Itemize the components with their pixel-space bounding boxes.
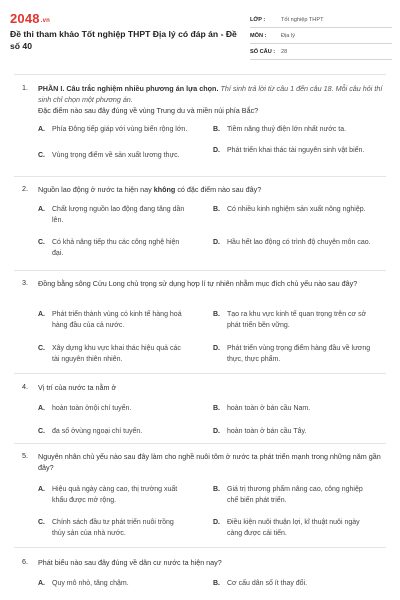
- option-text: Chất lượng nguồn lao động đang tăng dần lên.: [52, 206, 185, 224]
- option-c[interactable]: [38, 518, 188, 539]
- option-letter: B.: [213, 206, 220, 213]
- meta-label: SỐ CÂU :: [250, 48, 276, 55]
- option-a[interactable]: [38, 404, 188, 415]
- option-text: Phát triển khai thác tài nguyên sinh vật biển.: [227, 147, 365, 154]
- option-text: Chính sách đầu tư phát triển nuôi trồng thủy sản của nhà nước.: [52, 519, 174, 537]
- option-letter: A.: [38, 206, 45, 213]
- option-b[interactable]: [213, 404, 373, 415]
- option-text: Hiệu quả ngày càng cao, thị trường xuất khẩu được mở rộng.: [52, 486, 178, 504]
- option-text: hoàn toàn ở bán cầu Nam.: [227, 405, 311, 412]
- option-text: Có nhiều kinh nghiệm sản xuất nông nghiệp.: [227, 206, 366, 213]
- meta-row-class: [250, 12, 392, 28]
- question-stem: Đồng bằng sông Cửu Long chủ trọng sử dụng hợp lí tự nhiên nhằm mục đích chủ yếu nào sau đây?: [38, 279, 358, 288]
- option-b[interactable]: [213, 579, 373, 590]
- option-d[interactable]: [213, 518, 373, 539]
- option-letter: D.: [213, 239, 220, 246]
- option-text: đa số ởvùng ngoại chí tuyến.: [52, 428, 143, 435]
- divider: [14, 373, 386, 374]
- option-letter: C.: [38, 345, 45, 352]
- question-number: 4.: [22, 382, 28, 391]
- option-letter: A.: [38, 580, 45, 587]
- option-a[interactable]: [38, 205, 188, 226]
- option-letter: C.: [38, 239, 45, 246]
- option-letter: A.: [38, 311, 45, 318]
- option-a[interactable]: [38, 310, 188, 331]
- option-text: Cơ cấu dân số ít thay đổi.: [227, 580, 308, 587]
- option-a[interactable]: [38, 579, 188, 590]
- question-stem-start: Nguồn lao động ở nước ta hiện nay: [38, 185, 152, 194]
- option-letter: D.: [213, 147, 220, 154]
- option-letter: D.: [213, 519, 220, 526]
- option-d[interactable]: [213, 146, 373, 157]
- option-text: Giá trị thương phẩm nâng cao, công nghiệp chế biến phát triển.: [227, 486, 363, 504]
- option-letter: D.: [213, 345, 220, 352]
- option-letter: A.: [38, 486, 45, 493]
- question-stem: Nguyên nhân chủ yếu nào sau đây làm cho nghề nuôi tôm ở nước ta phát triển mạnh trong những năm gần đây?: [38, 452, 381, 472]
- option-letter: A.: [38, 405, 45, 412]
- part-instruction: Thí sinh trả lời từ câu 1 đến câu 18. Mỗi câu hỏi thí sinh chỉ chọn một phương án.: [38, 84, 383, 104]
- meta-row-subject: [250, 28, 392, 44]
- option-text: Tiềm năng thuỷ điện lớn nhất nước ta.: [227, 126, 347, 133]
- meta-value: 28: [281, 48, 288, 55]
- option-text: hoàn toàn ở bán cầu Tây.: [227, 428, 307, 435]
- option-b[interactable]: [213, 310, 373, 331]
- question-stem: Phát biểu nào sau đây đúng về dân cư nước ta hiện nay?: [38, 558, 222, 567]
- option-c[interactable]: [38, 151, 188, 162]
- question-keyword: không: [153, 185, 176, 194]
- page-title: Đề thi tham khảo Tốt nghiệp THPT Địa lý có đáp án - Đề số 40: [10, 29, 237, 51]
- meta-value: Tốt nghiệp THPT: [281, 16, 324, 23]
- meta-label: LỚP :: [250, 16, 266, 23]
- header: [0, 0, 400, 64]
- option-letter: A.: [38, 126, 45, 133]
- option-b[interactable]: [213, 205, 373, 216]
- logo-tld: .vn: [40, 18, 51, 24]
- meta-row-count: [250, 44, 392, 60]
- question-text: [38, 184, 386, 195]
- option-letter: B.: [213, 580, 220, 587]
- option-letter: D.: [213, 428, 220, 435]
- option-letter: C.: [38, 152, 45, 159]
- option-text: Điều kiện nuôi thuận lợi, kĩ thuật nuôi ngày càng được cải tiến.: [227, 519, 360, 537]
- option-c[interactable]: [38, 238, 188, 259]
- meta-value: Địa lý: [281, 32, 295, 39]
- exam-meta: [250, 12, 392, 60]
- question-stem-end: có đặc điểm nào sau đây?: [177, 185, 262, 194]
- option-b[interactable]: [213, 125, 373, 136]
- option-letter: C.: [38, 428, 45, 435]
- question-number: 2.: [22, 184, 28, 193]
- divider: [14, 443, 386, 444]
- divider: [14, 74, 386, 75]
- option-letter: C.: [38, 519, 45, 526]
- site-logo[interactable]: [10, 11, 50, 26]
- divider: [14, 547, 386, 548]
- option-letter: B.: [213, 486, 220, 493]
- option-c[interactable]: [38, 427, 188, 438]
- option-letter: B.: [213, 311, 220, 318]
- option-a[interactable]: [38, 125, 188, 136]
- option-c[interactable]: [38, 344, 188, 365]
- option-text: hoàn toàn ởnội chí tuyến.: [52, 405, 132, 412]
- divider: [14, 270, 386, 271]
- option-text: Hầu hết lao động có trình độ chuyên môn cao.: [227, 239, 371, 246]
- option-letter: B.: [213, 126, 220, 133]
- question-stem: Vị trí của nước ta nằm ở: [38, 383, 117, 392]
- option-text: Có khả năng tiếp thu các công nghệ hiện đại.: [52, 239, 180, 257]
- option-letter: B.: [213, 405, 220, 412]
- question-text: [38, 83, 386, 116]
- option-text: Vùng trọng điểm về sản xuất lương thực.: [52, 152, 180, 159]
- question-number: 5.: [22, 451, 28, 460]
- option-b[interactable]: [213, 485, 373, 506]
- divider: [14, 176, 386, 177]
- option-text: Xây dựng khu vực khai thác hiệu quả các tài nguyên thiên nhiên.: [52, 345, 181, 363]
- question-stem: Đặc điểm nào sau đây đúng về vùng Trung du và miền núi phía Bắc?: [38, 106, 259, 115]
- question-number: 3.: [22, 278, 28, 287]
- option-a[interactable]: [38, 485, 188, 506]
- option-text: Phát triển vùng trọng điểm hàng đầu về lương thực, thực phẩm.: [227, 345, 371, 363]
- question-number: 6.: [22, 557, 28, 566]
- logo-text: 2048: [10, 11, 40, 26]
- option-text: Phát triển thành vùng có kinh tế hàng hoá hàng đầu của cả nước.: [52, 311, 182, 329]
- option-d[interactable]: [213, 427, 373, 438]
- option-text: Tạo ra khu vực kinh tế quan trọng trên cơ sở phát triển bền vững.: [227, 311, 367, 329]
- meta-label: MÔN :: [250, 32, 267, 39]
- part-heading: PHẦN I. Câu trắc nghiệm nhiều phương án lựa chọn.: [38, 84, 219, 93]
- question-number: 1.: [22, 83, 28, 92]
- option-text: Phía Đông tiếp giáp với vùng biển rộng lớn.: [52, 126, 188, 133]
- option-text: Quy mô nhỏ, tăng chậm.: [52, 580, 129, 587]
- option-d[interactable]: [213, 344, 373, 365]
- option-d[interactable]: [213, 238, 373, 249]
